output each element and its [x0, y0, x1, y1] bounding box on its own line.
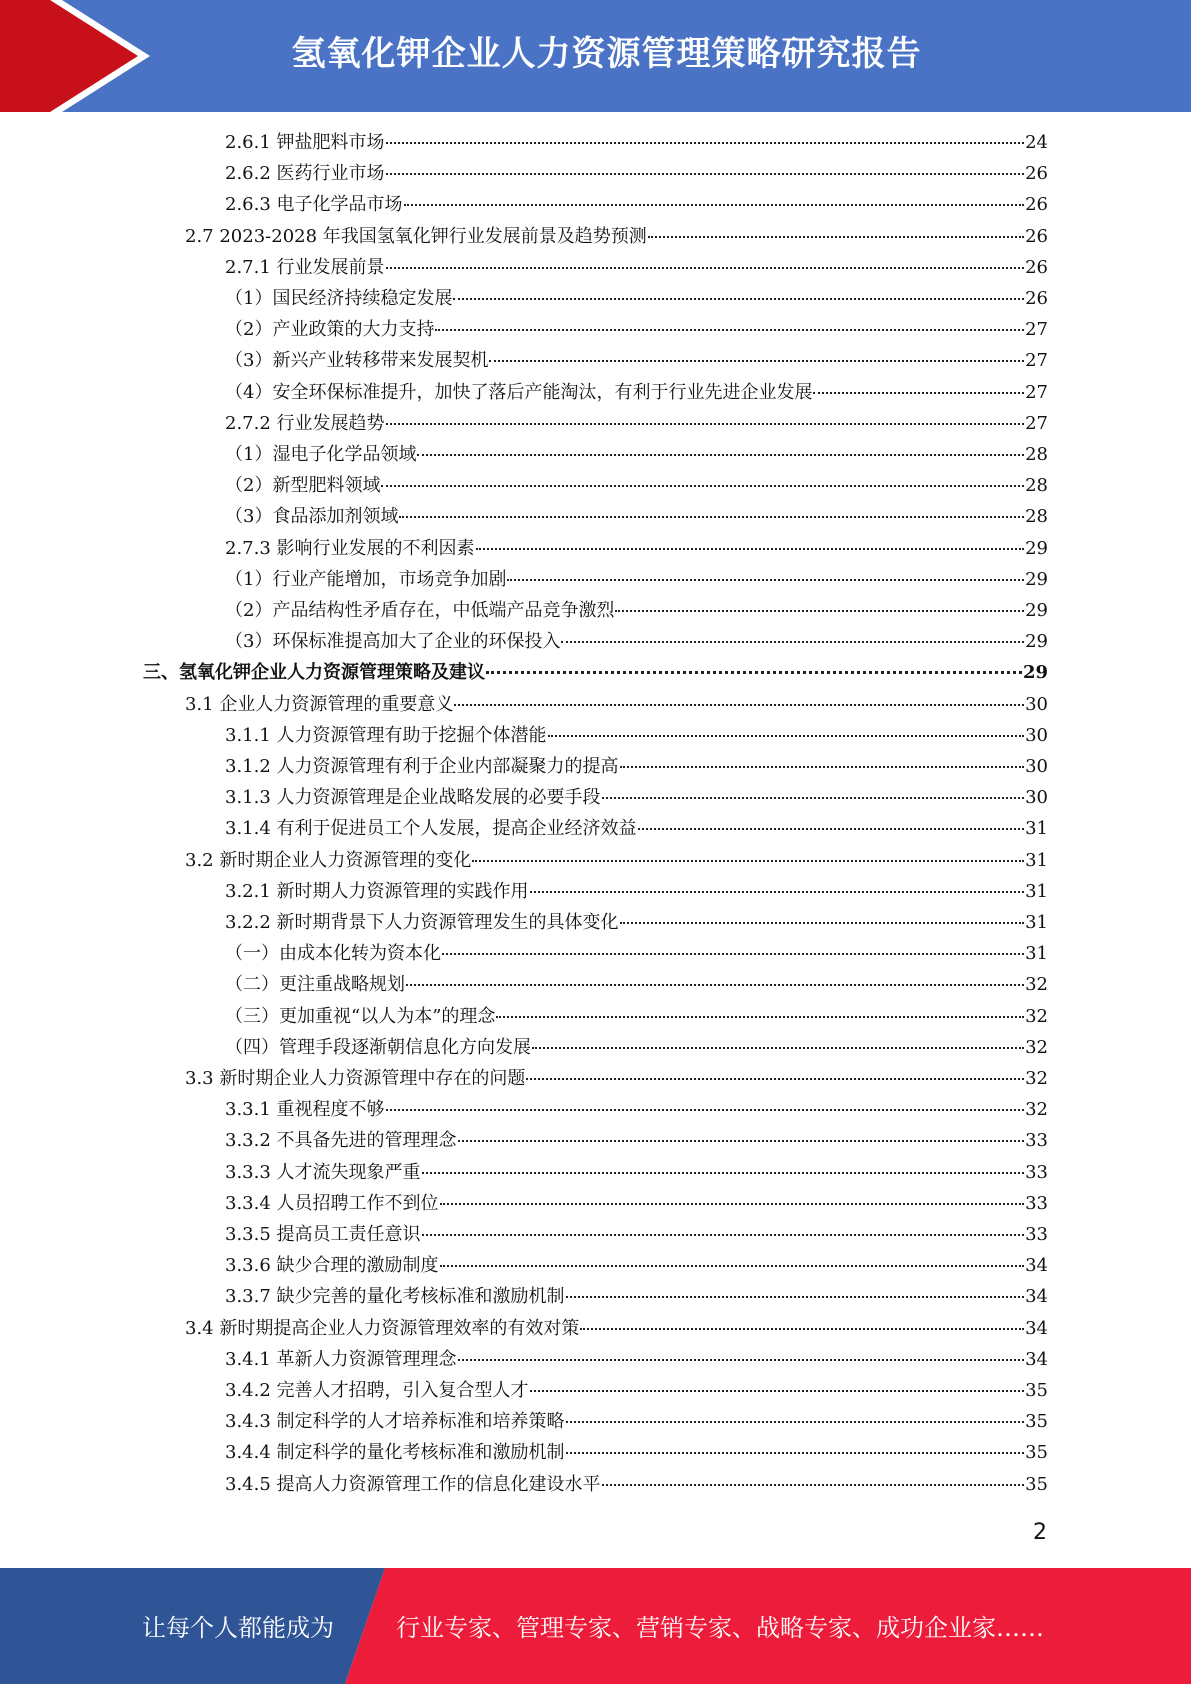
toc-entry[interactable]	[225, 159, 1048, 190]
toc-entry-title: 3.2.1 新时期人力资源管理的实践作用	[225, 880, 529, 902]
toc-entry[interactable]	[225, 284, 1048, 315]
toc-leader-dots	[813, 392, 1024, 394]
toc-entry-title: 2.7.1 行业发展前景	[225, 256, 385, 278]
footer-slogan-left: 让每个人都能成为	[142, 1614, 334, 1642]
toc-entry-title: （2）产业政策的大力支持	[225, 319, 435, 341]
toc-entry[interactable]	[225, 253, 1048, 284]
toc-entry[interactable]	[225, 1033, 1048, 1064]
toc-entry-title: 3.4.1 革新人力资源管理理念	[225, 1348, 457, 1370]
toc-entry-title: （2）产品结构性矛盾存在，中低端产品竞争激烈	[225, 600, 615, 621]
toc-entry-page: 32	[1025, 1099, 1048, 1121]
toc-leader-dots	[486, 671, 1022, 674]
toc-leader-dots	[602, 1484, 1025, 1486]
toc-leader-dots	[417, 454, 1024, 456]
toc-entry-title: 3.3.1 重视程度不够	[225, 1099, 385, 1121]
toc-entry-title: 2.6.1 钾盐肥料市场	[225, 132, 385, 153]
toc-entry[interactable]	[225, 1002, 1048, 1033]
toc-entry[interactable]	[225, 128, 1048, 159]
toc-entry[interactable]	[225, 596, 1048, 627]
toc-entry-title: （三）更加重视“以人为本”的理念	[225, 1005, 496, 1027]
toc-entry-page: 26	[1025, 225, 1048, 247]
toc-entry-title: 2.7.2 行业发展趋势	[225, 412, 385, 434]
toc-entry-title: 3.3 新时期企业人力资源管理中存在的问题	[185, 1068, 526, 1089]
toc-leader-dots	[561, 641, 1024, 643]
toc-entry-page: 33	[1025, 1224, 1048, 1245]
toc-leader-dots	[507, 579, 1024, 581]
toc-leader-dots	[496, 1016, 1024, 1018]
toc-entry[interactable]	[225, 1220, 1048, 1251]
toc-entry-title: 3.4.4 制定科学的量化考核标准和激励机制	[225, 1442, 565, 1464]
toc-entry-page: 35	[1025, 1473, 1048, 1495]
toc-leader-dots	[472, 860, 1024, 862]
toc-entry-title: 3.2 新时期企业人力资源管理的变化	[185, 849, 472, 871]
toc-entry[interactable]	[185, 690, 1048, 721]
toc-leader-dots	[386, 423, 1025, 425]
footer-slogan-right: 行业专家、管理专家、营销专家、战略专家、成功企业家……	[396, 1614, 1044, 1642]
toc-entry-page: 31	[1025, 880, 1048, 902]
toc-leader-dots	[615, 610, 1024, 612]
toc-entry[interactable]	[225, 1282, 1048, 1313]
toc-entry-page: 32	[1025, 1005, 1048, 1027]
toc-leader-dots	[530, 891, 1025, 893]
toc-entry-page: 27	[1025, 381, 1048, 403]
toc-leader-dots	[620, 766, 1025, 768]
toc-leader-dots	[440, 1203, 1025, 1205]
toc-entry-page: 32	[1025, 1036, 1048, 1058]
toc-entry-page: 27	[1025, 319, 1048, 341]
toc-entry[interactable]	[225, 627, 1048, 658]
toc-entry[interactable]	[225, 1345, 1048, 1376]
toc-entry[interactable]	[143, 658, 1048, 689]
toc-entry-title: 3.3.5 提高员工责任意识	[225, 1224, 421, 1245]
toc-entry-page: 28	[1025, 506, 1048, 528]
toc-entry-page: 27	[1025, 350, 1048, 372]
toc-entry-page: 30	[1025, 787, 1048, 809]
toc-leader-dots	[381, 485, 1024, 487]
header-banner	[0, 0, 1191, 112]
toc-entry-page: 26	[1025, 163, 1048, 185]
toc-leader-dots	[442, 953, 1024, 955]
toc-entry-page: 27	[1025, 412, 1048, 434]
toc-entry-page: 24	[1025, 132, 1048, 153]
toc-leader-dots	[620, 922, 1025, 924]
toc-entry-page: 34	[1025, 1317, 1048, 1339]
toc-leader-dots	[566, 1421, 1025, 1423]
toc-entry-title: （2）新型肥料领域	[225, 475, 381, 497]
toc-entry-title: 2.7.3 影响行业发展的不利因素	[225, 537, 475, 559]
toc-entry-title: 3.1.4 有利于促进员工个人发展，提高企业经济效益	[225, 818, 637, 840]
toc-entry[interactable]	[225, 471, 1048, 502]
toc-leader-dots	[458, 1140, 1025, 1142]
toc-entry-title: （4）安全环保标准提升，加快了落后产能淘汰，有利于行业先进企业发展	[225, 381, 813, 403]
toc-entry[interactable]	[225, 190, 1048, 221]
toc-leader-dots	[530, 1390, 1025, 1392]
toc-leader-dots	[458, 1359, 1025, 1361]
toc-leader-dots	[435, 329, 1024, 331]
toc-entry-page: 29	[1025, 568, 1048, 590]
toc-entry-title: （一）由成本化转为资本化	[225, 943, 441, 965]
toc-entry[interactable]	[225, 939, 1048, 970]
toc-entry-title: 2.7 2023-2028 年我国氢氧化钾行业发展前景及趋势预测	[185, 225, 647, 247]
toc-entry-title: 3.3.3 人才流失现象严重	[225, 1161, 421, 1183]
toc-leader-dots	[386, 1109, 1025, 1111]
toc-entry-page: 35	[1025, 1442, 1048, 1464]
toc-entry[interactable]	[185, 846, 1048, 877]
toc-entry-page: 33	[1025, 1161, 1048, 1183]
toc-leader-dots	[638, 828, 1025, 830]
toc-entry-page: 35	[1025, 1380, 1048, 1401]
toc-entry-page: 32	[1025, 974, 1048, 996]
toc-entry[interactable]	[225, 346, 1048, 377]
toc-entry[interactable]	[225, 440, 1048, 471]
toc-entry[interactable]	[225, 565, 1048, 596]
toc-entry[interactable]	[225, 1189, 1048, 1220]
toc-entry-page: 32	[1025, 1068, 1048, 1089]
toc-entry-page: 28	[1025, 444, 1048, 465]
toc-leader-dots	[648, 236, 1024, 238]
toc-entry-page: 34	[1025, 1348, 1048, 1370]
toc-entry-title: 3.4.2 完善人才招聘，引入复合型人才	[225, 1380, 529, 1401]
toc-entry-page: 26	[1025, 194, 1048, 216]
toc-leader-dots	[406, 984, 1024, 986]
toc-leader-dots	[386, 142, 1025, 144]
toc-leader-dots	[580, 1328, 1024, 1330]
toc-entry-title: 3.1 企业人力资源管理的重要意义	[185, 693, 454, 715]
toc-entry-page: 31	[1025, 912, 1048, 933]
toc-entry-page: 28	[1025, 475, 1048, 497]
toc-entry-title: （1）国民经济持续稳定发展	[225, 288, 453, 309]
toc-leader-dots	[399, 516, 1024, 518]
toc-leader-dots	[566, 1296, 1025, 1298]
page-number: 2	[1033, 1520, 1047, 1545]
toc-entry-title: 3.4.5 提高人力资源管理工作的信息化建设水平	[225, 1473, 601, 1495]
toc-leader-dots	[566, 1452, 1025, 1454]
toc-leader-dots	[404, 204, 1025, 206]
toc-entry[interactable]	[225, 1376, 1048, 1407]
toc-leader-dots	[386, 173, 1025, 175]
toc-entry-title: （3）环保标准提高加大了企业的环保投入	[225, 631, 561, 653]
toc-leader-dots	[454, 704, 1024, 706]
toc-entry[interactable]	[225, 378, 1048, 409]
toc-entry[interactable]	[225, 752, 1048, 783]
toc-entry-title: （二）更注重战略规划	[225, 974, 405, 996]
toc-entry[interactable]	[225, 970, 1048, 1001]
toc-entry[interactable]	[225, 814, 1048, 845]
toc-entry[interactable]	[225, 1158, 1048, 1189]
toc-entry-page: 33	[1025, 1192, 1048, 1214]
toc-entry-page: 30	[1025, 693, 1048, 715]
toc-entry-title: （3）食品添加剂领域	[225, 506, 399, 528]
toc-entry-title: （3）新兴产业转移带来发展契机	[225, 350, 489, 372]
toc-entry-title: 3.4 新时期提高企业人力资源管理效率的有效对策	[185, 1317, 580, 1339]
footer-banner	[0, 1568, 1191, 1684]
toc-entry-title: （1）行业产能增加，市场竞争加剧	[225, 568, 507, 590]
toc-entry[interactable]	[185, 222, 1048, 253]
toc-entry-title: 3.1.2 人力资源管理有利于企业内部凝聚力的提高	[225, 756, 619, 777]
toc-entry-page: 29	[1025, 631, 1048, 653]
toc-entry-page: 31	[1025, 818, 1048, 840]
toc-entry[interactable]	[225, 315, 1048, 346]
toc-leader-dots	[476, 548, 1025, 550]
toc-entry-title: 3.3.7 缺少完善的量化考核标准和激励机制	[225, 1286, 565, 1308]
toc-entry-page: 26	[1025, 256, 1048, 278]
toc-leader-dots	[422, 1172, 1025, 1174]
toc-entry-title: 3.3.2 不具备先进的管理理念	[225, 1130, 457, 1152]
toc-entry[interactable]	[185, 1314, 1048, 1345]
toc-entry-title: 3.3.6 缺少合理的激励制度	[225, 1255, 439, 1277]
toc-leader-dots	[489, 360, 1024, 362]
toc-entry[interactable]	[225, 1438, 1048, 1469]
toc-entry-page: 30	[1025, 756, 1048, 777]
toc-entry[interactable]	[225, 877, 1048, 908]
toc-entry-page: 31	[1025, 943, 1048, 965]
toc-entry-title: 3.1.1 人力资源管理有助于挖掘个体潜能	[225, 724, 547, 746]
toc-entry[interactable]	[185, 1064, 1048, 1095]
toc-entry-page: 26	[1025, 288, 1048, 309]
toc-leader-dots	[526, 1078, 1024, 1080]
toc-entry-title: 2.6.3 电子化学品市场	[225, 194, 403, 216]
toc-leader-dots	[386, 267, 1025, 269]
toc-leader-dots	[440, 1265, 1025, 1267]
toc-entry-title: 3.2.2 新时期背景下人力资源管理发生的具体变化	[225, 912, 619, 933]
toc-entry-page: 34	[1025, 1286, 1048, 1308]
toc-entry-page: 29	[1022, 662, 1048, 684]
toc-leader-dots	[602, 797, 1025, 799]
toc-entry[interactable]	[225, 908, 1048, 939]
toc-entry-title: 3.4.3 制定科学的人才培养标准和培养策略	[225, 1411, 565, 1433]
toc-leader-dots	[548, 735, 1025, 737]
toc-entry[interactable]	[225, 1095, 1048, 1126]
toc-entry-page: 30	[1025, 724, 1048, 746]
toc-entry-title: 3.3.4 人员招聘工作不到位	[225, 1192, 439, 1214]
toc-leader-dots	[453, 298, 1024, 300]
toc-entry-page: 34	[1025, 1255, 1048, 1277]
toc-entry-page: 29	[1025, 537, 1048, 559]
toc-entry[interactable]	[225, 721, 1048, 752]
toc-entry-title: （四）管理手段逐渐朝信息化方向发展	[225, 1036, 531, 1058]
toc-entry-title: （1）湿电子化学品领域	[225, 444, 417, 465]
toc-leader-dots	[532, 1047, 1024, 1049]
toc-entry[interactable]	[225, 534, 1048, 565]
page-title: 氢氧化钾企业人力资源管理策略研究报告	[291, 34, 922, 74]
toc-entry[interactable]	[225, 409, 1048, 440]
toc-leader-dots	[422, 1234, 1025, 1236]
toc-entry[interactable]	[225, 1251, 1048, 1282]
toc-entry-page: 33	[1025, 1130, 1048, 1152]
toc-entry[interactable]	[225, 502, 1048, 533]
toc-entry-page: 31	[1025, 849, 1048, 871]
toc-entry-page: 29	[1025, 600, 1048, 621]
toc-entry-page: 35	[1025, 1411, 1048, 1433]
toc-entry[interactable]	[225, 1470, 1048, 1501]
toc-entry[interactable]	[225, 783, 1048, 814]
toc-entry-title: 三、氢氧化钾企业人力资源管理策略及建议	[143, 662, 485, 684]
toc-entry[interactable]	[225, 1407, 1048, 1438]
toc-entry-title: 3.1.3 人力资源管理是企业战略发展的必要手段	[225, 787, 601, 809]
toc-entry[interactable]	[225, 1126, 1048, 1157]
toc-entry-title: 2.6.2 医药行业市场	[225, 163, 385, 185]
